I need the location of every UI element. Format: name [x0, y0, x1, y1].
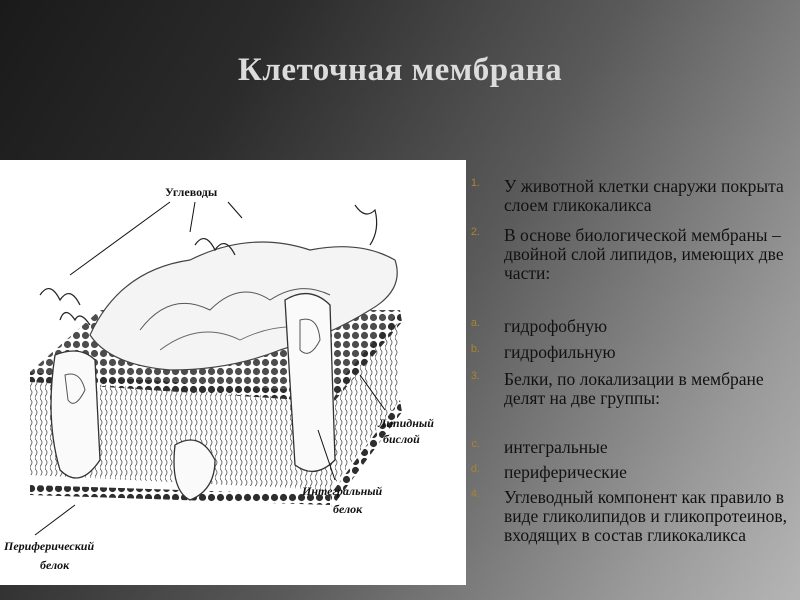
list-marker: 1.	[470, 177, 480, 189]
list-marker: d.	[470, 463, 480, 475]
list-marker: 2.	[470, 226, 480, 238]
list-item-text: У животной клетки снаружи покрыта слоем гликокаликса	[504, 176, 784, 215]
protein-left	[51, 351, 100, 478]
list-item-text: гидрофильную	[504, 342, 616, 362]
list-marker: 4.	[470, 488, 480, 500]
list-marker: c.	[471, 438, 480, 450]
list-item-text: Белки, по локализации в мембране делят на две группы:	[504, 369, 764, 408]
membrane-figure	[0, 160, 466, 585]
list-marker: b.	[470, 343, 480, 355]
slide-title: Клеточная мембрана	[237, 52, 563, 88]
list-item-text: интегральные	[504, 437, 608, 457]
label-integral-line2: белок	[333, 502, 363, 516]
label-integral-line1: Интегральный	[302, 484, 383, 498]
list-item-text: гидрофобную	[504, 316, 608, 336]
label-peripheral-line2: белок	[40, 558, 70, 572]
list-item-text: В основе биологической мембраны – двойной слой липидов, имеющих две части:	[504, 225, 784, 283]
list-item-text: периферические	[504, 462, 627, 482]
list-marker: a.	[470, 317, 480, 329]
list-item-text: Углеводный компонент как правило в виде гликолипидов и гликопротеинов, входящих в состав гликокаликса	[504, 487, 787, 545]
list-marker: 3.	[470, 370, 480, 382]
label-carbohydrates: Углеводы	[165, 185, 218, 199]
label-bilayer-line2: бислой	[383, 432, 420, 446]
label-peripheral-line1: Периферический	[4, 539, 95, 553]
membrane-diagram	[0, 160, 466, 585]
label-bilayer-line1: Липидный	[378, 416, 434, 430]
